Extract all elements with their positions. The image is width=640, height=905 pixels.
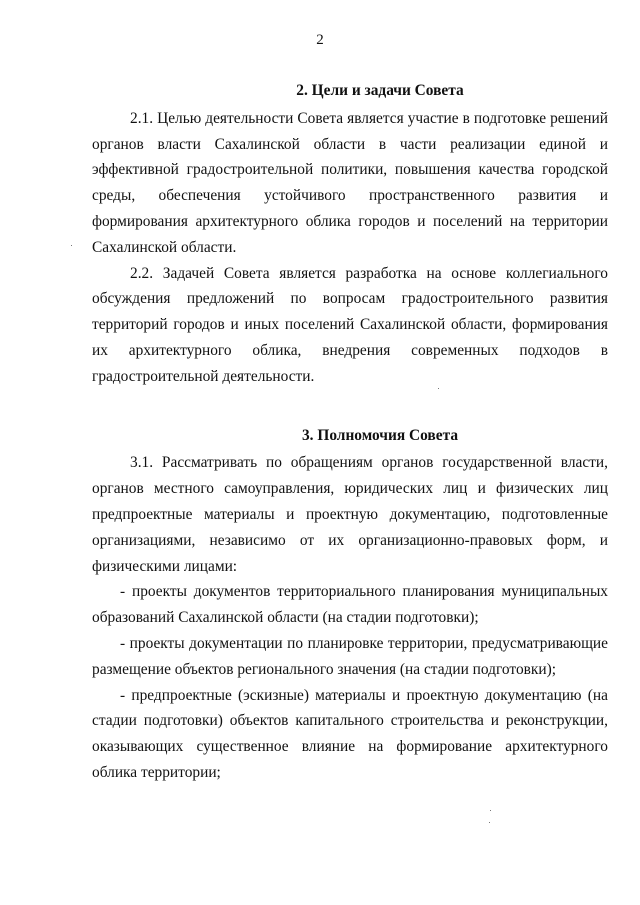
section-3-heading: 3. Полномочия Совета	[301, 426, 459, 444]
section-3-paragraph-1: 3.1. Рассматривать по обращениям органов государственной власти, органов местного самоуправления, юридических лиц и физических лиц предпроектные материалы и проектную документацию, подготовленные организациями, независимо от их организационно-правовых форм, и физическими лицами:	[92, 454, 608, 575]
section-2-heading: 2. Цели и задачи Совета	[296, 82, 464, 99]
page-number: 2	[316, 32, 324, 48]
section-2-paragraph-2: 2.2. Задачей Совета является разработка на основе коллегиального обсуждения предложений по вопросам градостроительного развития территорий городов и иных поселений Сахалинской области, формирования их архитектурного облика, внедрения современных подходов в градостроительной деятельности.	[92, 264, 608, 385]
scan-speck	[71, 245, 72, 246]
document-body	[92, 78, 608, 786]
section-2-paragraph-1: 2.1. Целью деятельности Совета является участие в подготовке решений органов власти Сахалинской области в части реализации единой и эффективной градостроительной политики, повышения качества городской среды, обеспечения устойчивого пространственного развития и формирования архитектурного облика городов и поселений на территории Сахалинской области.	[92, 109, 608, 256]
scan-speck	[438, 388, 439, 389]
section-3-list-item-2: - проекты документации по планировке территории, предусматривающие размещение объектов регионального значения (на стадии подготовки);	[92, 634, 608, 678]
section-3-list-item-3: - предпроектные (эскизные) материалы и проектную документацию (на стадии подготовки) объектов капитального строительства и реконструкции, оказывающих существенное влияние на формирование архитектурного облика территории;	[92, 686, 608, 781]
section-3-list-item-1: - проекты документов территориального планирования муниципальных образований Сахалинской области (на стадии подготовки);	[92, 583, 608, 627]
scan-speck	[490, 810, 491, 811]
scan-speck	[489, 822, 490, 823]
